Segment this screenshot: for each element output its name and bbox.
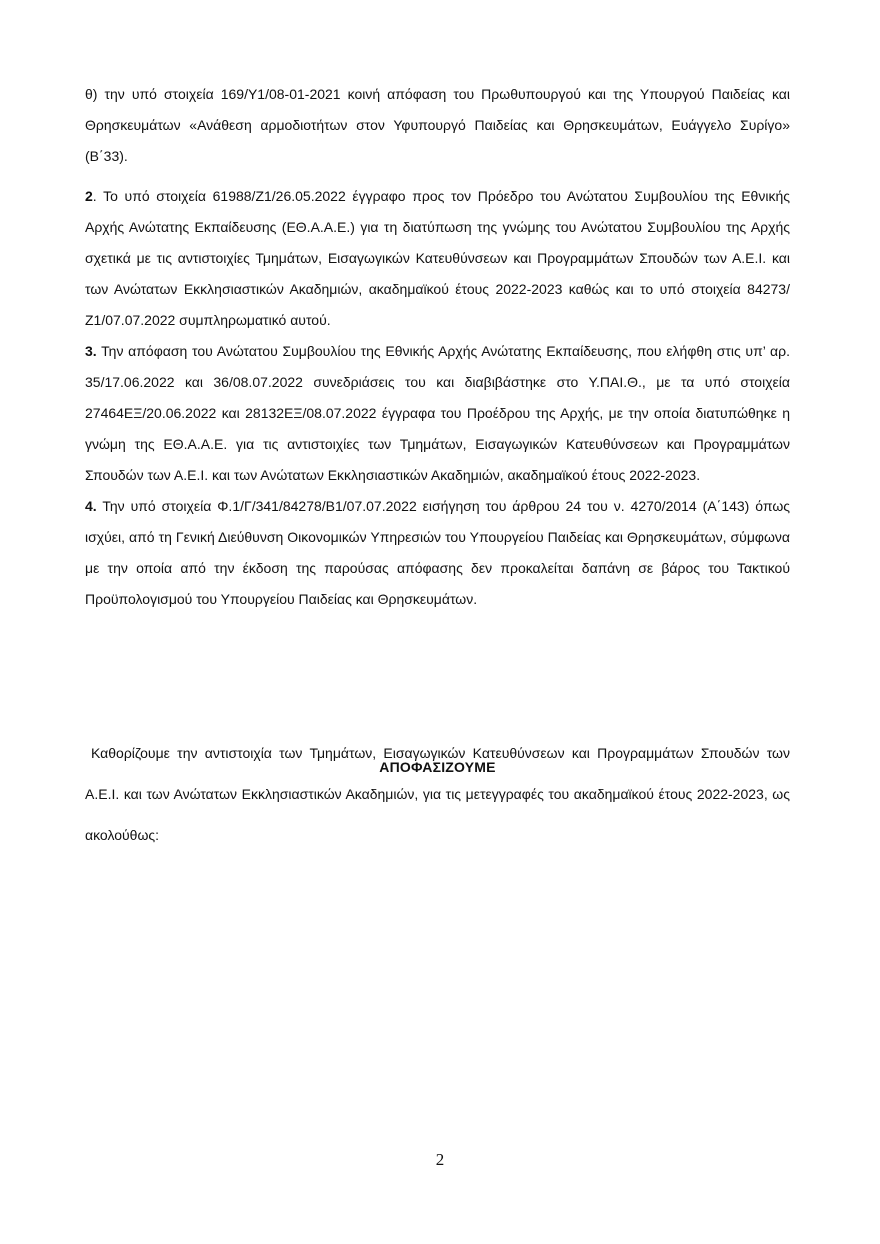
paragraph-2-number: 2 bbox=[85, 188, 93, 204]
decision-heading: ΑΠΟΦΑΣΙΖΟΥΜΕ bbox=[379, 759, 496, 775]
paragraph-4 bbox=[85, 491, 790, 615]
paragraph-3-text: Την απόφαση του Ανώτατου Συμβουλίου της Εθνικής Αρχής Ανώτατης Εκπαίδευσης, που ελήφθη στις υπ’ αρ. 35/17.06.2022 και 36/08.07.2022 συνεδριάσεις του και διαβιβάστηκε στο Υ.ΠΑΙ.Θ., με τα υπό στοιχεία 27464ΕΞ/20.06.2022 και 28132ΕΞ/08.07.2022 έγγραφα του Προέδρου της Αρχής, με την οποία διατυπώθηκε η γνώμη της ΕΘ.Α.Α.Ε. για τις αντιστοιχίες των Τμημάτων, Εισαγωγικών Κατευθύνσεων και Προγραμμάτων Σπουδών των Α.Ε.Ι. και των Ανώτατων Εκκλησιαστικών Ακαδημιών, ακαδημαϊκού έτους 2022-2023. bbox=[85, 343, 790, 483]
paragraph-2-text: . Το υπό στοιχεία 61988/Ζ1/26.05.2022 έγγραφο προς τον Πρόεδρο του Ανώτατου Συμβουλίου της Εθνικής Αρχής Ανώτατης Εκπαίδευσης (ΕΘ.Α.Α.Ε.) για τη διατύπωση της γνώμης του Ανώτατου Συμβουλίου της Αρχής σχετικά με τις αντιστοιχίες Τμημάτων, Εισαγωγικών Κατευθύνσεων και Προγραμμάτων Σπουδών των Α.Ε.Ι. και των Ανώτατων Εκκλησιαστικών Ακαδημιών, ακαδημαϊκού έτους 2022-2023 καθώς και το υπό στοιχεία 84273/Ζ1/07.07.2022 συμπληρωματικό αυτού. bbox=[85, 188, 790, 328]
page-number: 2 bbox=[435, 1150, 445, 1169]
paragraph-2 bbox=[85, 181, 790, 336]
document-body bbox=[85, 79, 790, 775]
paragraph-4-text: Την υπό στοιχεία Φ.1/Γ/341/84278/Β1/07.07.2022 εισήγηση του άρθρου 24 του ν. 4270/2014 (Α΄143) όπως ισχύει, από τη Γενική Διεύθυνση Οικονομικών Υπηρεσιών του Υπουργείου Παιδείας και Θρησκευμάτων, σύμφωνα με την οποία από την έκδοση της παρούσας απόφασης δεν προκαλείται δαπάνη σε βάρος του Τακτικού Προϋπολογισμού του Υπουργείου Παιδείας και Θρησκευμάτων. bbox=[85, 498, 790, 607]
paragraph-4-number: 4. bbox=[85, 498, 97, 514]
paragraph-theta bbox=[85, 79, 790, 172]
paragraph-3-number: 3. bbox=[85, 343, 97, 359]
paragraph-theta-text: θ) την υπό στοιχεία 169/Υ1/08-01-2021 κοινή απόφαση του Πρωθυπουργού και της Υπουργού Παιδείας και Θρησκευμάτων «Ανάθεση αρμοδιοτήτων στον Υφυπουργό Παιδείας και Θρησκευμάτων, Ευάγγελο Συρίγο» (Β΄33). bbox=[85, 86, 790, 164]
decision-paragraph: Καθορίζουμε την αντιστοιχία των Τμημάτων, Εισαγωγικών Κατευθύνσεων και Προγραμμάτων Σπουδών των Α.Ε.Ι. και των Ανώτατων Εκκλησιαστικών Ακαδημιών, για τις μετεγγραφές του ακαδημαϊκού έτους 2022-2023, ως ακολούθως: bbox=[85, 745, 790, 843]
paragraph-3 bbox=[85, 336, 790, 491]
